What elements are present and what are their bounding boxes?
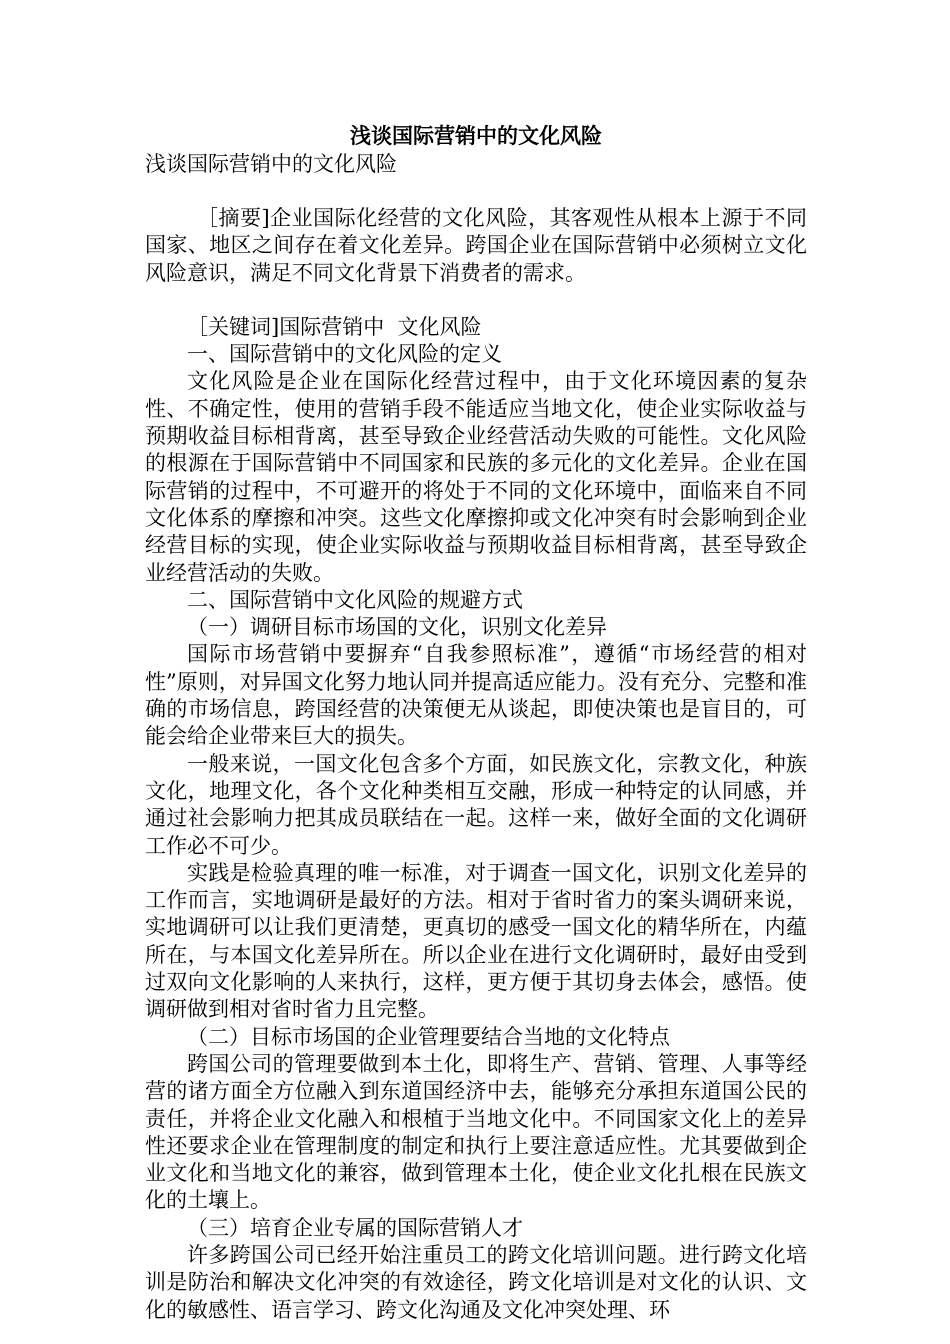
keywords-line: ［关键词]国际营销中 文化风险 <box>187 314 482 339</box>
section-heading: 二、国际营销中文化风险的规避方式 <box>187 587 523 612</box>
body-paragraph: 许多跨国公司已经开始注重员工的跨文化培训问题。进行跨文化培训是防治和解决文化冲突的有效途径，跨文化培训是对文化的认识、文化的敏感性、语言学习、跨文化沟通及文化冲突处理、环 <box>145 1242 807 1322</box>
subsection-heading: （三）培育企业专属的国际营销人才 <box>187 1215 523 1240</box>
document-subtitle: 浅谈国际营销中的文化风险 <box>145 152 397 176</box>
blank-line <box>145 178 807 205</box>
body-paragraph: 一般来说，一国文化包含多个方面，如民族文化，宗教文化，种族文化，地理文化，各个文化种类相互交融，形成一种特定的认同感，并通过社会影响力把其成员联结在一起。这样一来，做好全面的文化调研工作必不可少。 <box>145 751 807 858</box>
section-heading: 一、国际营销中的文化风险的定义 <box>187 342 502 367</box>
body-paragraph: 国际市场营销中要摒弃“自我参照标准”，遵循“市场经营的相对性”原则，对异国文化努力地认同并提高适应能力。没有充分、完整和准确的市场信息，跨国经营的决策便无从谈起，即使决策也是盲目的，可能会给企业带来巨大的损失。 <box>145 642 807 749</box>
document-title: 浅谈国际营销中的文化风险 <box>350 123 602 148</box>
abstract-paragraph: ［摘要]企业国际化经营的文化风险，其客观性从根本上源于不同国家、地区之间存在着文化差异。跨国企业在国际营销中必须树立文化风险意识，满足不同文化背景下消费者的需求。 <box>145 206 807 285</box>
body-paragraph: 文化风险是企业在国际化经营过程中，由于文化环境因素的复杂性、不确定性，使用的营销手段不能适应当地文化，使企业实际收益与预期收益目标相背离，甚至导致企业经营活动失败的可能性。文化风险的根源在于国际营销中不同国家和民族的多元化的文化差异。企业在国际营销的过程中，不可避开的将处于不同的文化环境中，面临来自不同文化体系的摩擦和冲突。这些文化摩擦抑或文化冲突有时会影响到企业经营目标的实现，使企业实际收益与预期收益目标相背离，甚至导致企业经营活动的失败。 <box>145 369 807 585</box>
body-paragraph: 实践是检验真理的唯一标准，对于调查一国文化，识别文化差异的工作而言，实地调研是最好的方法。相对于省时省力的案头调研来说，实地调研可以让我们更清楚，更真切的感受一国文化的精华所在，内蕴所在，与本国文化差异所在。所以企业在进行文化调研时，最好由受到过双向文化影响的人来执行，这样，更方便于其切身去体会，感悟。使调研做到相对省时省力且完整。 <box>145 860 807 1022</box>
subsection-heading: （一）调研目标市场国的文化，识别文化差异 <box>187 615 607 640</box>
document-page <box>145 122 807 1324</box>
subsection-heading: （二）目标市场国的企业管理要结合当地的文化特点 <box>187 1024 670 1049</box>
blank-line <box>145 287 807 314</box>
body-paragraph: 跨国公司的管理要做到本土化，即将生产、营销、管理、人事等经营的诸方面全方位融入到东道国经济中去，能够充分承担东道国公民的责任，并将企业文化融入和根植于当地文化中。不同国家文化上的差异性还要求企业在管理制度的制定和执行上要注意适应性。尤其要做到企业文化和当地文化的兼容，做到管理本土化，使企业文化扎根在民族文化的土壤上。 <box>145 1051 807 1213</box>
